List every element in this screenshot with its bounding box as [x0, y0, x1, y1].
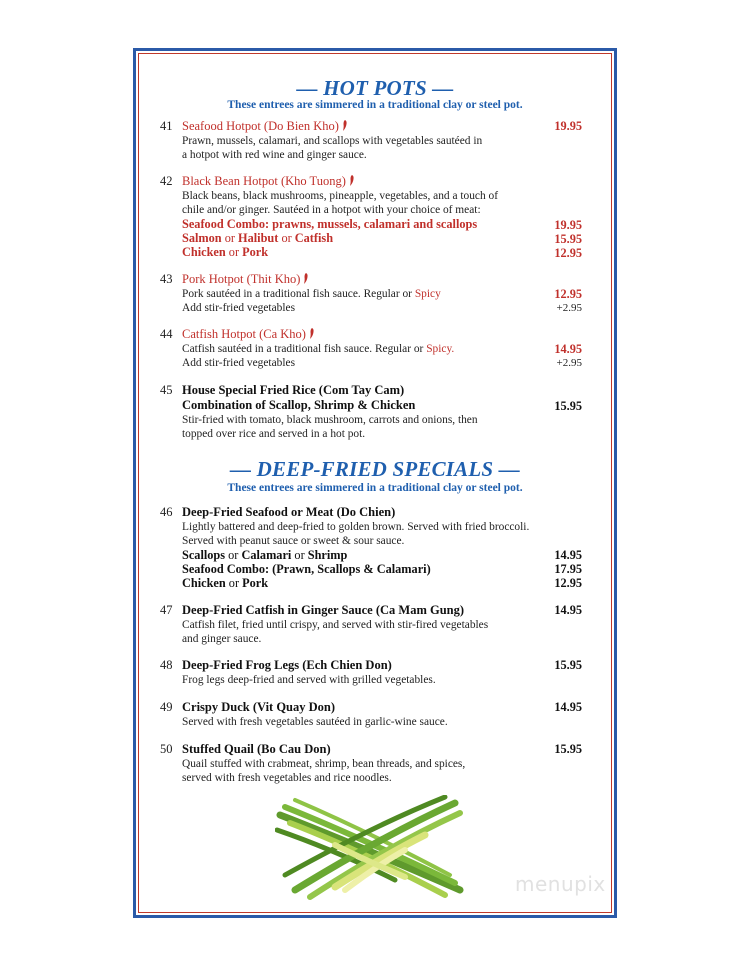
item-number: 50 [160, 742, 173, 756]
lemongrass-illustration [275, 795, 465, 905]
item-name: Crispy Duck (Vit Quay Don) [182, 700, 336, 714]
item-description: Catfish filet, fried until crispy, and served with stir-fired vegetables [182, 619, 489, 631]
item-price: 14.95 [554, 342, 582, 356]
item-price: 19.95 [554, 119, 582, 133]
item-name: Deep-Fried Catfish in Ginger Sauce (Ca Mam Gung) [182, 603, 465, 617]
deep-fried-subtitle: These entrees are simmered in a traditional clay or steel pot. [227, 482, 523, 494]
option-seafood: Scallops or Calamari or Shrimp [182, 548, 348, 562]
option-fish: Salmon or Halibut or Catfish [182, 231, 334, 245]
chili-pepper-icon [342, 120, 348, 131]
item-number: 42 [160, 174, 173, 188]
chili-pepper-icon [309, 328, 315, 339]
item-number: 43 [160, 272, 173, 286]
hot-pots-subtitle: These entrees are simmered in a traditional clay or steel pot. [227, 99, 523, 111]
option-price: 12.95 [554, 576, 582, 590]
item-price: 15.95 [554, 742, 582, 756]
item-name: Deep-Fried Seafood or Meat (Do Chien) [182, 505, 396, 519]
item-name: Deep-Fried Frog Legs (Ech Chien Don) [182, 658, 392, 672]
item-price: 14.95 [554, 700, 582, 714]
item-name: Black Bean Hotpot (Kho Tuong) [182, 174, 346, 188]
item-description: Served with fresh vegetables sautéed in garlic-wine sauce. [182, 716, 448, 728]
option-price: 19.95 [554, 218, 582, 232]
option-seafood-combo: Seafood Combo: (Prawn, Scallops & Calamari) [182, 562, 431, 576]
item-number: 46 [160, 505, 173, 519]
item-name: Catfish Hotpot (Ca Kho) [182, 327, 306, 341]
item-description: served with fresh vegetables and rice noodles. [182, 772, 392, 784]
chili-pepper-icon [349, 175, 355, 186]
addon-price: +2.95 [556, 302, 582, 314]
item-description: Black beans, black mushrooms, pineapple, vegetables, and a touch of [182, 190, 498, 202]
item-number: 49 [160, 700, 173, 714]
item-description: Prawn, mussels, calamari, and scallops with vegetables sautéed in [182, 135, 483, 147]
deep-fried-title: — DEEP-FRIED SPECIALS — [230, 457, 520, 481]
item-number: 47 [160, 603, 173, 617]
option-price: 17.95 [554, 562, 582, 576]
item-description: Quail stuffed with crabmeat, shrimp, bean threads, and spices, [182, 758, 466, 770]
hot-pots-title: — HOT POTS — [296, 76, 454, 100]
item-number: 41 [160, 119, 173, 133]
item-description: Served with peanut sauce or sweet & sour sauce. [182, 535, 405, 547]
addon-label: Add stir-fried vegetables [182, 357, 296, 369]
watermark: menupix [515, 872, 606, 896]
item-price: 15.95 [554, 658, 582, 672]
item-description: and ginger sauce. [182, 633, 262, 645]
addon-label: Add stir-fried vegetables [182, 302, 296, 314]
option-meat: Chicken or Pork [182, 245, 269, 259]
item-description: Lightly battered and deep-fried to golden brown. Served with fried broccoli. [182, 521, 530, 533]
item-description: Frog legs deep-fried and served with grilled vegetables. [182, 674, 436, 686]
chili-pepper-icon [303, 273, 309, 284]
addon-price: +2.95 [556, 357, 582, 369]
option-seafood-combo: Seafood Combo: prawns, mussels, calamari and scallops [182, 217, 478, 231]
item-number: 44 [160, 327, 173, 341]
item-name: House Special Fried Rice (Com Tay Cam) [182, 383, 405, 397]
item-price: 12.95 [554, 287, 582, 301]
option-price: 12.95 [554, 246, 582, 260]
item-price: 14.95 [554, 603, 582, 617]
item-number: 45 [160, 383, 173, 397]
option-price: 15.95 [554, 232, 582, 246]
item-subname: Combination of Scallop, Shrimp & Chicken [182, 398, 416, 412]
option-meat: Chicken or Pork [182, 576, 269, 590]
item-price: 15.95 [554, 399, 582, 413]
item-name: Pork Hotpot (Thit Kho) [182, 272, 301, 286]
item-description: Pork sautéed in a traditional fish sauce. Regular or Spicy [182, 288, 441, 300]
item-description: chile and/or ginger. Sautéed in a hotpot with your choice of meat: [182, 204, 481, 216]
item-name: Seafood Hotpot (Do Bien Kho) [182, 119, 339, 133]
item-description: a hotpot with red wine and ginger sauce. [182, 149, 367, 161]
item-number: 48 [160, 658, 173, 672]
item-description: topped over rice and served in a hot pot. [182, 428, 366, 440]
option-price: 14.95 [554, 548, 582, 562]
item-description: Stir-fried with tomato, black mushroom, carrots and onions, then [182, 414, 478, 426]
item-description: Catfish sautéed in a traditional fish sauce. Regular or Spicy. [182, 343, 455, 355]
item-name: Stuffed Quail (Bo Cau Don) [182, 742, 331, 756]
